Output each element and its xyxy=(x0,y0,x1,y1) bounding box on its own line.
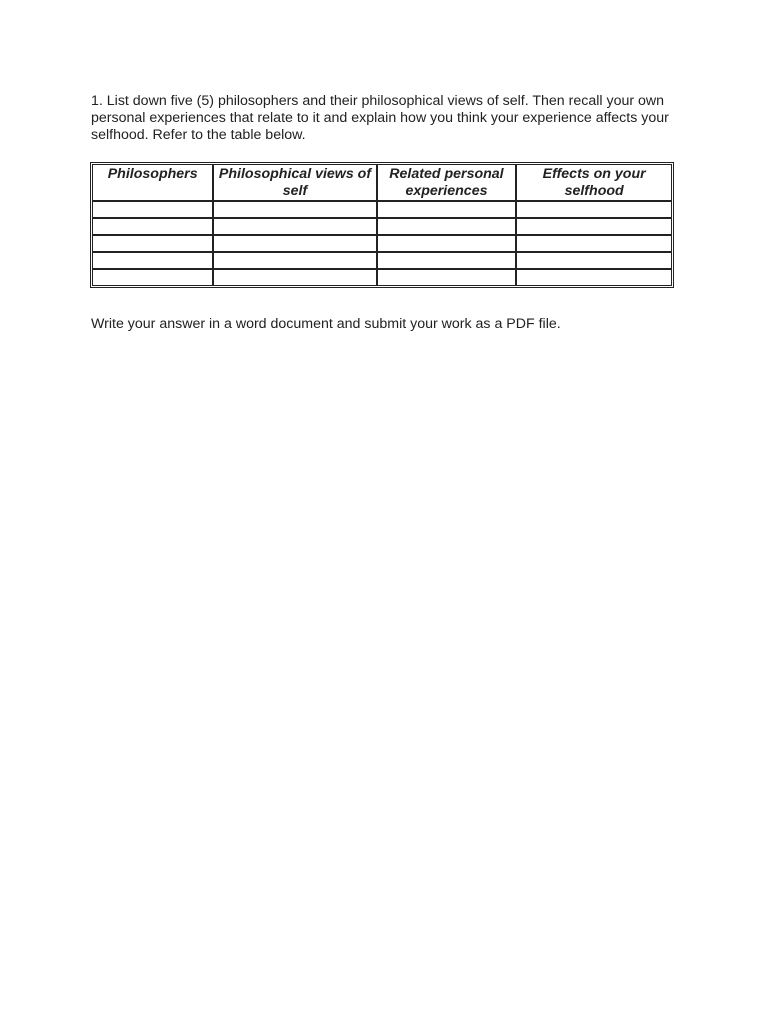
table-row xyxy=(92,218,672,235)
header-effects-on-selfhood: Effects on your selfhood xyxy=(516,164,672,201)
header-personal-experiences: Related personal experiences xyxy=(377,164,517,201)
table-cell[interactable] xyxy=(516,218,672,235)
table-cell[interactable] xyxy=(92,252,213,269)
table-cell[interactable] xyxy=(92,235,213,252)
table-cell[interactable] xyxy=(516,269,672,286)
table-cell[interactable] xyxy=(377,235,517,252)
table-cell[interactable] xyxy=(377,218,517,235)
table-cell[interactable] xyxy=(213,201,376,218)
table-row xyxy=(92,201,672,218)
table-row xyxy=(92,252,672,269)
philosophers-table xyxy=(90,162,674,288)
table-cell[interactable] xyxy=(92,218,213,235)
table-cell[interactable] xyxy=(377,201,517,218)
table-cell[interactable] xyxy=(92,269,213,286)
table-cell[interactable] xyxy=(516,201,672,218)
table-cell[interactable] xyxy=(213,269,376,286)
table-cell[interactable] xyxy=(92,201,213,218)
table-cell[interactable] xyxy=(377,269,517,286)
table-header-row xyxy=(92,164,672,201)
table-cell[interactable] xyxy=(213,252,376,269)
table-cell[interactable] xyxy=(213,235,376,252)
table-row xyxy=(92,235,672,252)
table-cell[interactable] xyxy=(516,252,672,269)
header-philosophical-views: Philosophical views of self xyxy=(213,164,376,201)
table-cell[interactable] xyxy=(213,218,376,235)
table-row xyxy=(92,269,672,286)
instruction-text: 1. List down five (5) philosophers and their philosophical views of self. Then recall your own personal experiences that relate to it and explain how you think your experience affects your selfhood. Refer to the table below. xyxy=(91,93,669,143)
submission-note: Write your answer in a word document and submit your work as a PDF file. xyxy=(91,316,561,332)
table-cell[interactable] xyxy=(516,235,672,252)
header-philosophers: Philosophers xyxy=(92,164,213,201)
table-cell[interactable] xyxy=(377,252,517,269)
